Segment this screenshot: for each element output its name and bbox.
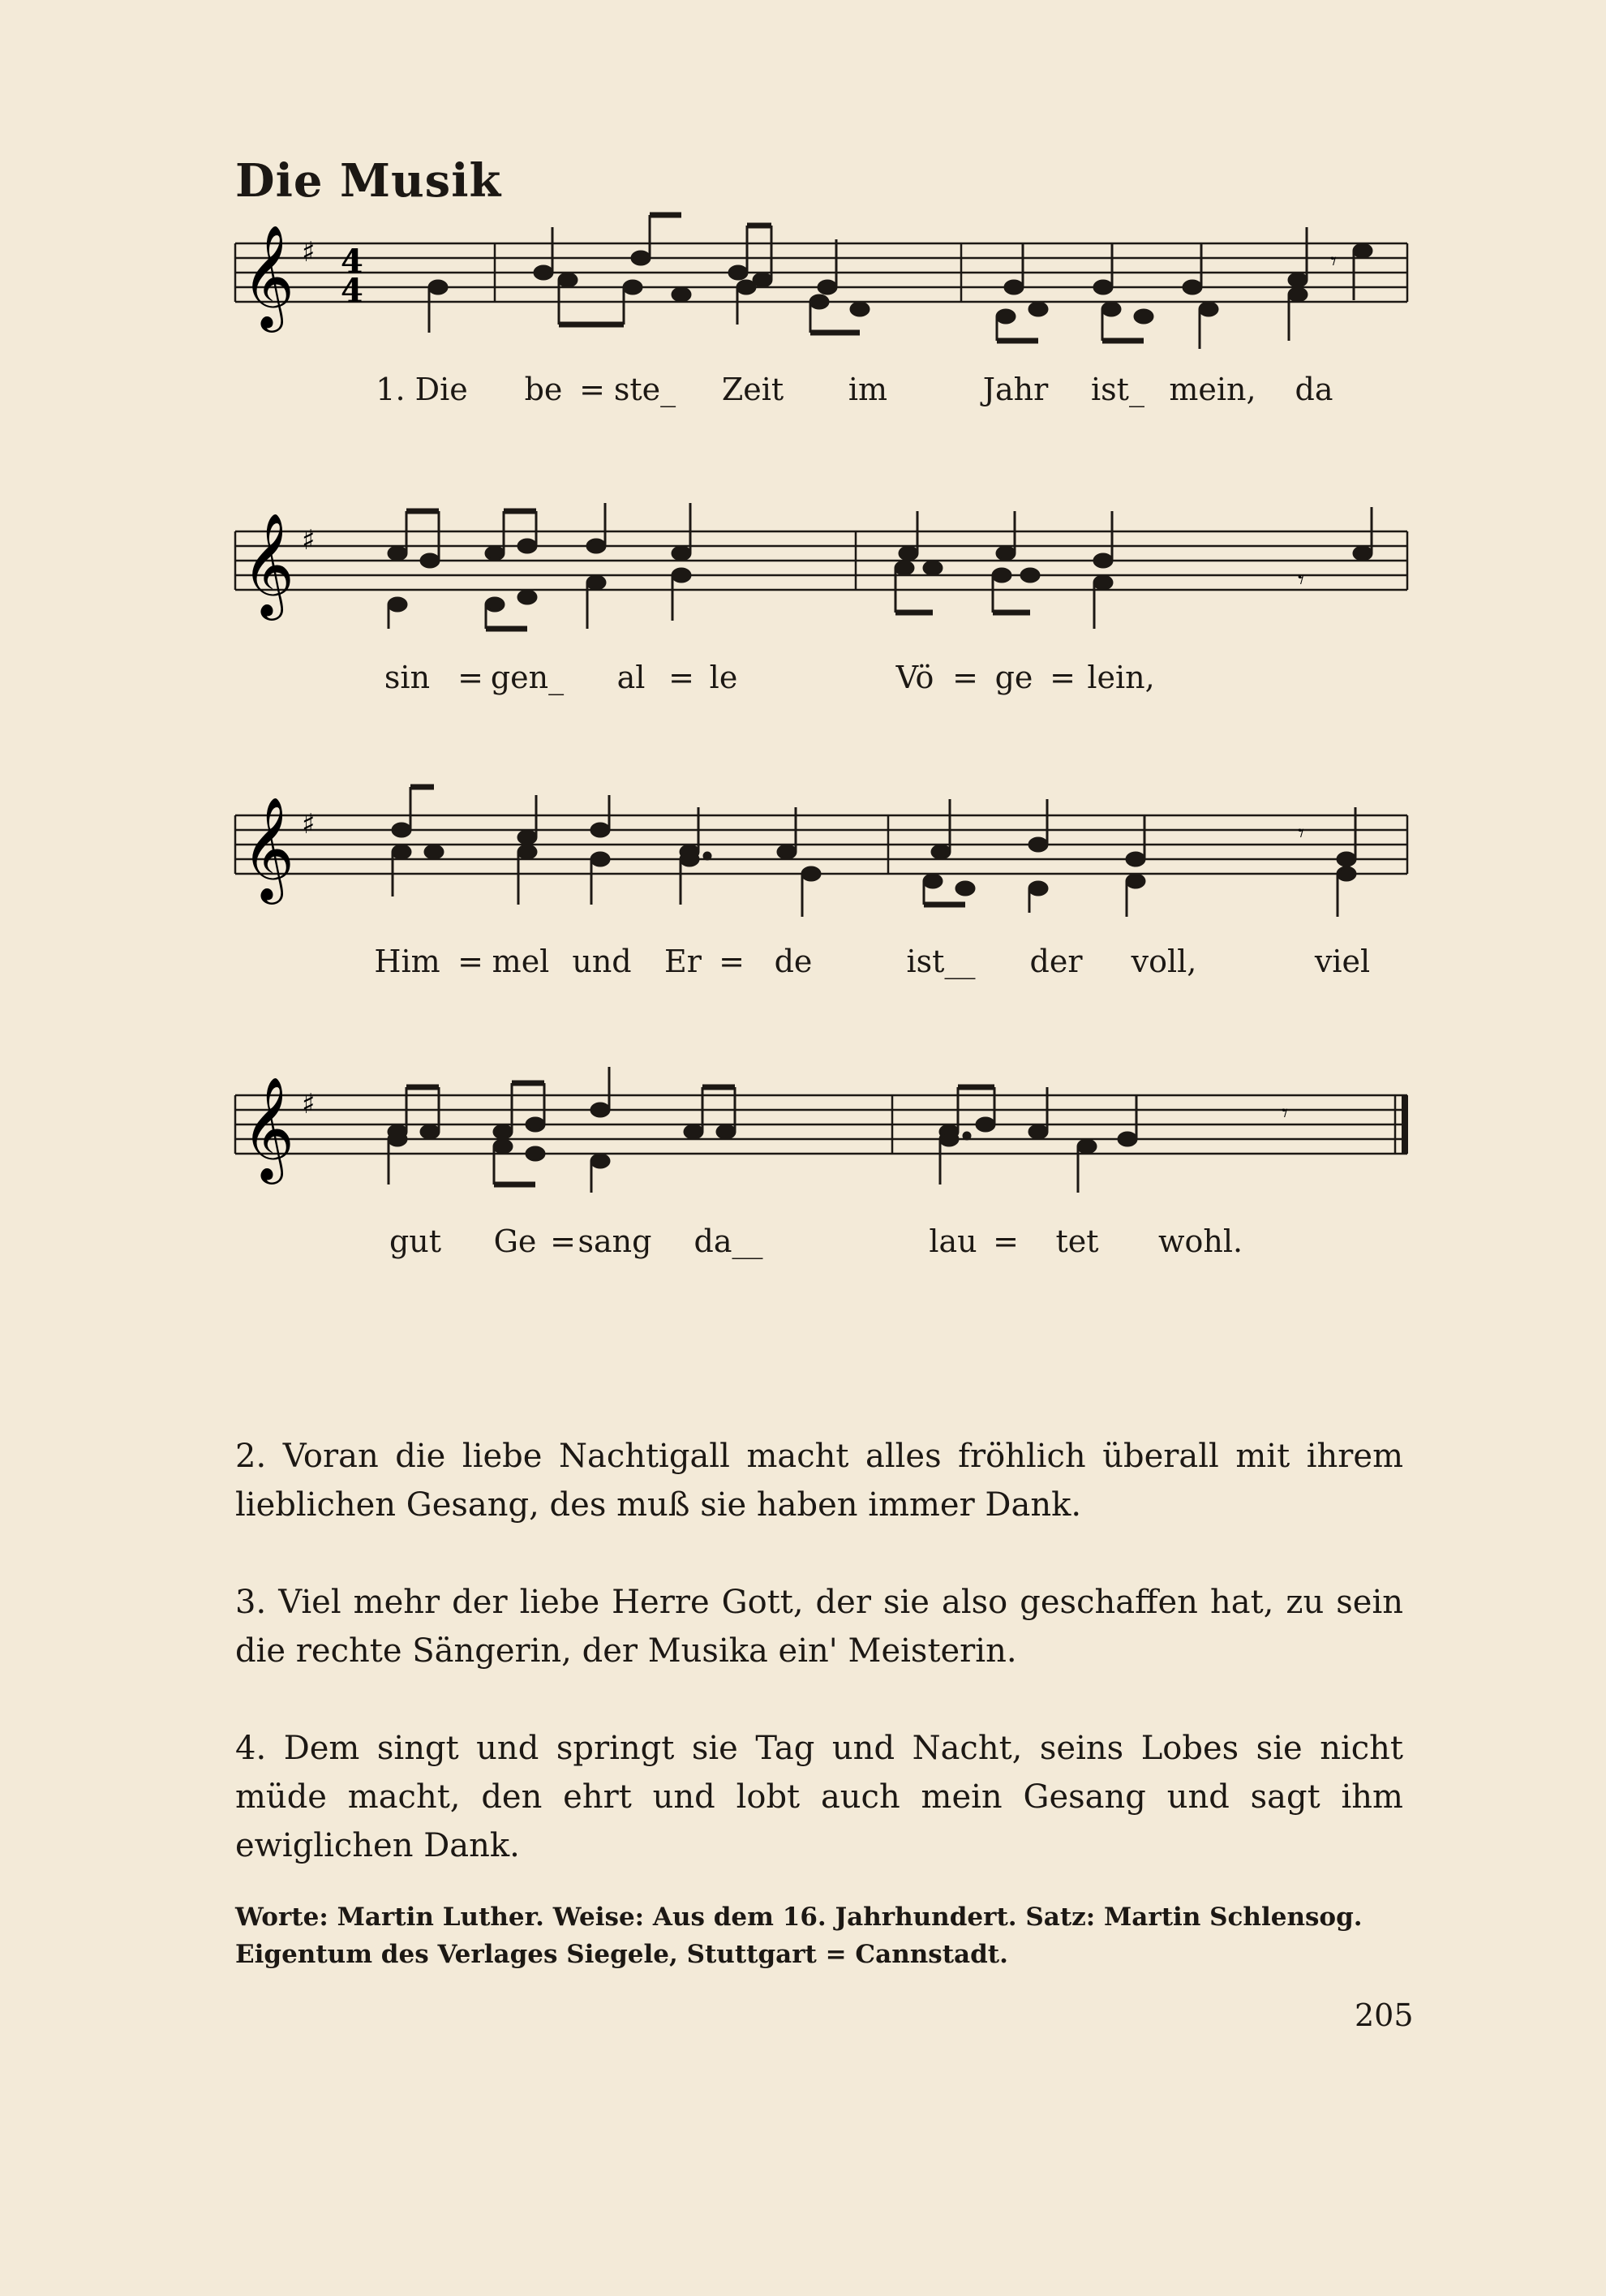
lyric: wohl.	[1157, 1223, 1243, 1259]
lyric: lein,	[1087, 660, 1155, 695]
verse-3: 3. Viel mehr der liebe Herre Gott, der sie also geschaffen hat, zu sein die rechte Sängerin, der Musika ein' Meisterin.	[235, 1584, 1403, 1670]
lyric: ist__	[906, 944, 976, 979]
eighth-rest-icon: 𝄾	[1330, 247, 1337, 276]
treble-clef-icon: 𝄞	[242, 1076, 295, 1180]
lyric-hyphen: =	[993, 1223, 1019, 1259]
time-signature-bottom: 4	[341, 272, 363, 310]
lyric: der	[1029, 944, 1083, 979]
lyric: de	[774, 944, 813, 979]
lyric: 1. Die	[376, 372, 468, 407]
staff-system-1	[227, 211, 1411, 454]
eighth-rest-icon: 𝄾	[1282, 1099, 1288, 1128]
lyric: sang	[578, 1223, 652, 1259]
verse-4: 4. Dem singt und springt sie Tag und Nacht, seins Lobes sie nicht müde macht, den ehrt und lobt auch mein Gesang und sagt ihm ewiglichen Dank.	[235, 1730, 1403, 1864]
lyric: le	[709, 660, 738, 695]
lyric-hyphen: =	[719, 944, 745, 979]
music-staff-1	[227, 211, 1411, 373]
lyric: mel	[492, 944, 550, 979]
staff-system-2	[227, 499, 1411, 742]
lyric: al	[616, 660, 646, 695]
staff-system-3	[227, 783, 1411, 1026]
lyric-hyphen: =	[1050, 660, 1076, 695]
lyric-hyphen: =	[550, 1223, 576, 1259]
treble-clef-icon: 𝄞	[242, 512, 295, 616]
lyric: im	[848, 372, 888, 407]
music-staff-3	[227, 783, 1411, 945]
lyric: Him	[374, 944, 440, 979]
lyric: Jahr	[982, 372, 1049, 407]
lyric: voll,	[1131, 944, 1197, 979]
lyric: da	[1295, 372, 1333, 407]
eighth-rest-icon: 𝄾	[1298, 819, 1304, 848]
lyric: viel	[1314, 944, 1371, 979]
music-staff-2	[227, 499, 1411, 661]
treble-clef-icon: 𝄞	[242, 796, 295, 900]
lyric: da__	[694, 1223, 763, 1259]
lyric: ist_	[1091, 372, 1144, 407]
treble-clef-icon: 𝄞	[242, 224, 295, 328]
music-staff-4	[227, 1063, 1411, 1225]
notes-staff-2	[389, 503, 1372, 629]
notes-staff-4	[389, 1067, 1136, 1193]
lyric: sin	[384, 660, 431, 695]
lyric: mein,	[1169, 372, 1256, 407]
lyric: und	[572, 944, 632, 979]
verse-2: 2. Voran die liebe Nachtigall macht alles fröhlich überall mit ihrem lieblichen Gesang, des muß sie haben immer Dank.	[235, 1438, 1403, 1524]
notes-staff-1	[429, 215, 1372, 349]
lyric: Er	[664, 944, 702, 979]
time-signature-top: 4	[341, 243, 363, 281]
lyric-hyphen: =	[579, 372, 605, 407]
lyric-hyphen: =	[457, 660, 483, 695]
lyric: Zeit	[721, 372, 784, 407]
lyric: ge	[994, 660, 1033, 695]
lyric: ste_	[613, 372, 676, 407]
sharp-icon: ♯	[302, 808, 316, 841]
lyric: lau	[929, 1223, 977, 1259]
lyric: tet	[1055, 1223, 1099, 1259]
lyric-hyphen: =	[457, 944, 483, 979]
eighth-rest-icon: 𝄾	[1298, 566, 1304, 595]
sharp-icon: ♯	[302, 524, 316, 557]
page-number: 205	[1355, 1997, 1414, 2033]
lyric-hyphen: =	[952, 660, 978, 695]
staff-system-4	[227, 1063, 1411, 1306]
credits-authors: Worte: Martin Luther. Weise: Aus dem 16. Jahrhundert. Satz: Martin Schlensog.	[235, 1903, 1363, 1932]
lyric: gut	[389, 1223, 442, 1259]
lyric: Ge	[493, 1223, 537, 1259]
credits-publisher: Eigentum des Verlages Siegele, Stuttgart = Cannstadt.	[235, 1940, 1008, 1969]
sharp-icon: ♯	[302, 236, 316, 269]
lyric: be	[524, 372, 563, 407]
notes-staff-3	[393, 787, 1355, 917]
sharp-icon: ♯	[302, 1088, 316, 1120]
lyric: Vö	[895, 660, 934, 695]
lyric-hyphen: =	[668, 660, 694, 695]
credits	[235, 1898, 1403, 1973]
lyric: gen_	[490, 660, 565, 695]
song-title: Die Musik	[235, 154, 502, 208]
